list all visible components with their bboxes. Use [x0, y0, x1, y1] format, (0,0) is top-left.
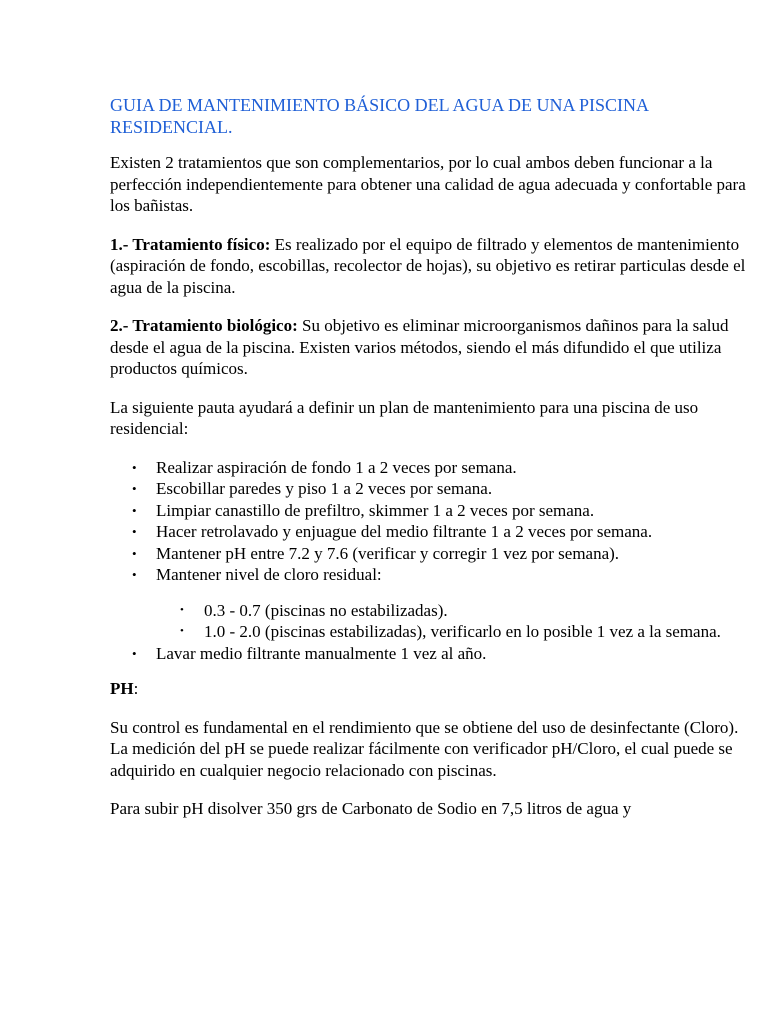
list-item: • Escobillar paredes y piso 1 a 2 veces por semana. — [156, 478, 758, 500]
sub-list-item: • 1.0 - 2.0 (piscinas estabilizadas), verificarlo en lo posible 1 vez a la semana. — [204, 621, 758, 643]
physical-treatment-text: Es realizado por el equipo de filtrado y elementos de mantenimiento (aspiración de fondo, escobillas, recolector de hojas), su objetivo es retirar particulas desde el agua de la piscina. — [110, 234, 746, 297]
list-item: • Mantener pH entre 7.2 y 7.6 (verificar y corregir 1 vez por semana). — [156, 543, 758, 565]
list-item: • Hacer retrolavado y enjuague del medio filtrante 1 a 2 veces por semana. — [156, 521, 758, 543]
ph-heading — [110, 678, 748, 700]
list-item: • Limpiar canastillo de prefiltro, skimmer 1 a 2 veces por semana. — [156, 500, 758, 522]
biological-treatment-label: 2.- Tratamiento biológico: — [110, 316, 298, 335]
chlorine-levels-list — [156, 600, 758, 643]
biological-treatment-paragraph — [110, 315, 756, 380]
ph-paragraph: Su control es fundamental en el rendimiento que se obtiene del uso de desinfectante (Cloro). La medición del pH se puede realizar fácilmente con verificador pH/Cloro, el cual puede se adquirido en cualquier negocio relacionado con piscinas. — [110, 717, 739, 780]
sub-list-item: • 0.3 - 0.7 (piscinas no estabilizadas). — [204, 600, 758, 622]
ph-heading-colon: : — [133, 679, 139, 698]
list-item: • Lavar medio filtrante manualmente 1 vez al año. — [156, 643, 758, 665]
maintenance-plan-list — [110, 457, 758, 665]
ph-heading-label: PH — [110, 679, 134, 698]
chlorine-item-label: Mantener nivel de cloro residual: — [156, 565, 382, 584]
plan-intro-paragraph: La siguiente pauta ayudará a definir un plan de mantenimiento para una piscina de uso residencial: — [110, 397, 699, 438]
ph-raise-paragraph: Para subir pH disolver 350 grs de Carbonato de Sodio en 7,5 litros de agua y — [110, 799, 632, 818]
biological-treatment-text: Su objetivo es eliminar microorganismos dañinos para la salud desde el agua de la piscina. Existen varios métodos, siendo el más difundido el que utiliza productos químicos. — [110, 316, 729, 378]
list-item-chlorine — [156, 564, 758, 643]
list-item: • Realizar aspiración de fondo 1 a 2 veces por semana. — [156, 457, 758, 479]
physical-treatment-paragraph — [110, 234, 756, 299]
physical-treatment-label: 1.- Tratamiento físico: — [110, 234, 271, 254]
document-title: GUIA DE MANTENIMIENTO BÁSICO DEL AGUA DE UNA PISCINA RESIDENCIAL. — [110, 95, 649, 137]
intro-paragraph: Existen 2 tratamientos que son complementarios, por lo cual ambos deben funcionar a la perfección independientemente para obtener una calidad de agua adecuada y confortable para los bañistas. — [110, 153, 746, 215]
